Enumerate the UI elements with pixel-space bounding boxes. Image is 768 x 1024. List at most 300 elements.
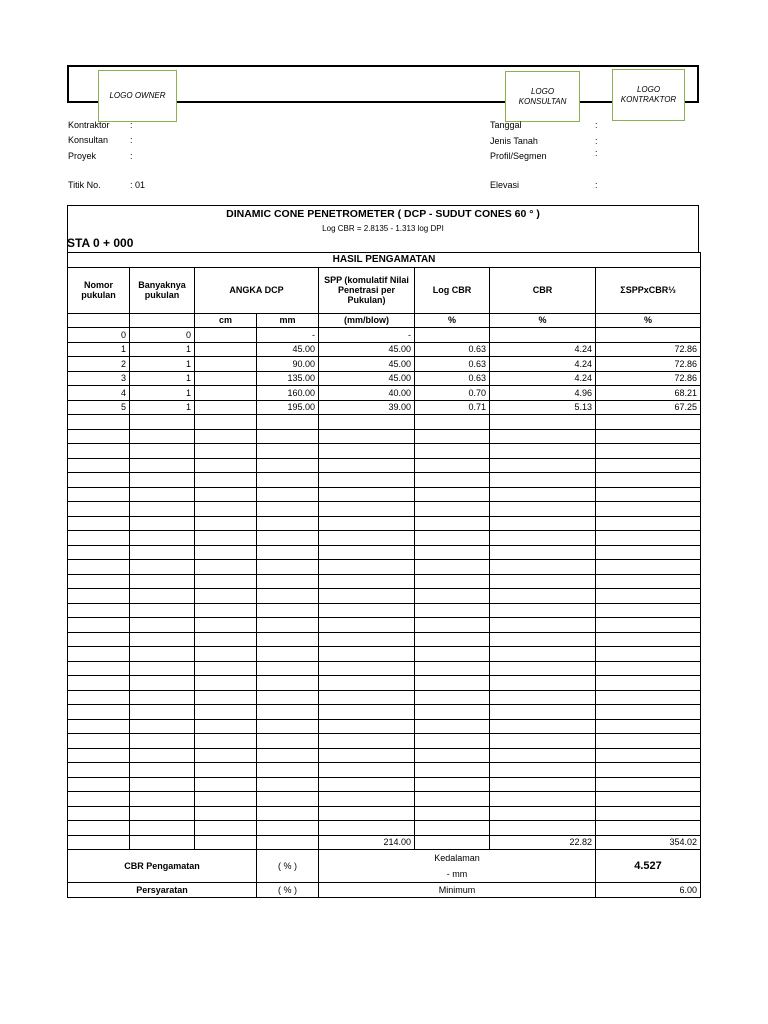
logo-kontraktor bbox=[612, 69, 685, 121]
table-cell bbox=[195, 516, 257, 531]
cbr-value: 4.527 bbox=[596, 850, 701, 883]
table-cell bbox=[596, 429, 701, 444]
table-cell bbox=[195, 835, 257, 850]
table-cell bbox=[415, 821, 490, 836]
table-cell bbox=[415, 574, 490, 589]
table-cell bbox=[68, 835, 130, 850]
table-row-empty bbox=[68, 574, 701, 589]
table-cell bbox=[257, 719, 319, 734]
table-cell: 0.63 bbox=[415, 342, 490, 357]
total-sum: 354.02 bbox=[596, 835, 701, 850]
table-cell bbox=[257, 734, 319, 749]
table-cell bbox=[319, 516, 415, 531]
table-cell bbox=[490, 719, 596, 734]
table-cell bbox=[596, 748, 701, 763]
table-cell bbox=[319, 806, 415, 821]
table-cell bbox=[130, 632, 195, 647]
table-cell bbox=[257, 661, 319, 676]
table-row-empty bbox=[68, 792, 701, 807]
table-cell bbox=[415, 603, 490, 618]
table-cell bbox=[130, 560, 195, 575]
table-cell: - bbox=[257, 328, 319, 343]
table-cell bbox=[257, 821, 319, 836]
table-row-empty bbox=[68, 806, 701, 821]
table-cell bbox=[319, 647, 415, 662]
table-cell bbox=[195, 806, 257, 821]
minimum-label: Minimum bbox=[319, 883, 596, 898]
table-cell bbox=[596, 574, 701, 589]
table-cell bbox=[415, 661, 490, 676]
table-cell bbox=[195, 618, 257, 633]
unit-mm: mm bbox=[257, 313, 319, 328]
table-cell bbox=[257, 705, 319, 720]
table-cell bbox=[68, 806, 130, 821]
table-cell bbox=[195, 676, 257, 691]
table-cell: 39.00 bbox=[319, 400, 415, 415]
table-cell bbox=[319, 487, 415, 502]
table-cell bbox=[596, 328, 701, 343]
table-row-empty bbox=[68, 647, 701, 662]
table-cell bbox=[490, 690, 596, 705]
table-cell: 72.86 bbox=[596, 342, 701, 357]
table-cell bbox=[195, 545, 257, 560]
table-cell bbox=[415, 632, 490, 647]
table-cell bbox=[257, 690, 319, 705]
unit-cm: cm bbox=[195, 313, 257, 328]
table-cell bbox=[257, 763, 319, 778]
table-cell bbox=[130, 516, 195, 531]
table-cell bbox=[596, 647, 701, 662]
table-cell: 0.71 bbox=[415, 400, 490, 415]
table-cell bbox=[415, 444, 490, 459]
table-cell bbox=[319, 792, 415, 807]
table-cell: 40.00 bbox=[319, 386, 415, 401]
table-cell bbox=[415, 429, 490, 444]
table-cell bbox=[490, 618, 596, 633]
table-cell bbox=[68, 603, 130, 618]
table-cell bbox=[68, 821, 130, 836]
table-cell bbox=[319, 618, 415, 633]
table-row-empty bbox=[68, 661, 701, 676]
table-cell bbox=[68, 574, 130, 589]
table-cell bbox=[257, 444, 319, 459]
info-tanggal-value: : bbox=[595, 120, 598, 130]
table-cell bbox=[415, 328, 490, 343]
table-cell bbox=[257, 676, 319, 691]
syarat-label: Persyaratan bbox=[68, 883, 257, 898]
table-cell bbox=[257, 429, 319, 444]
header-logcbr: Log CBR bbox=[415, 267, 490, 313]
table-cell bbox=[490, 545, 596, 560]
table-cell bbox=[490, 473, 596, 488]
table-cell bbox=[195, 415, 257, 430]
table-cell bbox=[319, 705, 415, 720]
table-cell bbox=[596, 661, 701, 676]
table-cell bbox=[195, 531, 257, 546]
info-profil-label: Profil/Segmen bbox=[490, 151, 547, 161]
table-cell bbox=[68, 429, 130, 444]
table-cell: 1 bbox=[130, 386, 195, 401]
table-cell bbox=[68, 618, 130, 633]
table-cell bbox=[195, 386, 257, 401]
info-profil-value: : bbox=[595, 148, 598, 158]
table-cell bbox=[415, 516, 490, 531]
table-cell bbox=[319, 763, 415, 778]
header-spp: SPP (komulatif Nilai Penetrasi per Pukulan) bbox=[319, 267, 415, 313]
table-cell: 1 bbox=[130, 357, 195, 372]
header-banyak: Banyaknya pukulan bbox=[130, 267, 195, 313]
table-cell bbox=[596, 690, 701, 705]
table-cell bbox=[68, 705, 130, 720]
table-cell bbox=[319, 690, 415, 705]
totals-row bbox=[68, 835, 701, 850]
table-cell bbox=[490, 806, 596, 821]
table-cell bbox=[319, 502, 415, 517]
table-cell bbox=[130, 792, 195, 807]
table-cell bbox=[490, 734, 596, 749]
table-cell bbox=[490, 516, 596, 531]
table-cell bbox=[195, 705, 257, 720]
table-cell bbox=[68, 763, 130, 778]
info-jenis-tanah-label: Jenis Tanah bbox=[490, 136, 538, 146]
table-cell bbox=[257, 777, 319, 792]
table-cell bbox=[68, 792, 130, 807]
table-row bbox=[68, 357, 701, 372]
table-cell: 0.63 bbox=[415, 357, 490, 372]
table-cell bbox=[195, 719, 257, 734]
table-cell bbox=[596, 516, 701, 531]
table-cell bbox=[415, 792, 490, 807]
table-cell bbox=[596, 618, 701, 633]
table-row-empty bbox=[68, 473, 701, 488]
table-cell bbox=[195, 429, 257, 444]
table-cell bbox=[195, 734, 257, 749]
table-cell bbox=[68, 473, 130, 488]
table-cell bbox=[195, 690, 257, 705]
table-cell bbox=[130, 676, 195, 691]
table-cell bbox=[415, 458, 490, 473]
table-cell bbox=[490, 705, 596, 720]
table-cell bbox=[130, 835, 195, 850]
table-cell bbox=[195, 632, 257, 647]
table-cell bbox=[415, 748, 490, 763]
table-cell bbox=[319, 574, 415, 589]
table-cell: 5.13 bbox=[490, 400, 596, 415]
table-cell bbox=[130, 618, 195, 633]
info-jenis-tanah-value: : bbox=[595, 136, 598, 146]
info-tanggal-label: Tanggal bbox=[490, 120, 522, 130]
table-cell bbox=[596, 545, 701, 560]
table-cell bbox=[319, 589, 415, 604]
table-cell bbox=[257, 618, 319, 633]
unit-sum: % bbox=[596, 313, 701, 328]
kedalaman-cell bbox=[319, 850, 596, 883]
table-cell bbox=[195, 458, 257, 473]
table-cell bbox=[415, 734, 490, 749]
table-row-empty bbox=[68, 734, 701, 749]
table-cell bbox=[596, 719, 701, 734]
table-row-empty bbox=[68, 545, 701, 560]
table-cell bbox=[415, 502, 490, 517]
table-cell bbox=[490, 502, 596, 517]
table-row-empty bbox=[68, 589, 701, 604]
table-row-empty bbox=[68, 705, 701, 720]
table-cell bbox=[319, 473, 415, 488]
kedalaman-label: Kedalaman bbox=[434, 853, 480, 863]
kedalaman-value: - mm bbox=[446, 869, 468, 879]
table-cell bbox=[130, 574, 195, 589]
info-titik-label: Titik No. bbox=[68, 180, 101, 190]
table-cell bbox=[490, 676, 596, 691]
table-cell bbox=[319, 719, 415, 734]
table-cell bbox=[130, 487, 195, 502]
logo-konsultan bbox=[505, 71, 580, 122]
table-cell: 160.00 bbox=[257, 386, 319, 401]
table-cell bbox=[257, 502, 319, 517]
table-cell: 1 bbox=[130, 342, 195, 357]
table-cell: 195.00 bbox=[257, 400, 319, 415]
unit-spp: (mm/blow) bbox=[319, 313, 415, 328]
table-cell bbox=[257, 632, 319, 647]
table-cell bbox=[319, 748, 415, 763]
table-cell bbox=[596, 632, 701, 647]
table-row-empty bbox=[68, 603, 701, 618]
table-cell bbox=[490, 589, 596, 604]
table-cell bbox=[68, 632, 130, 647]
table-cell bbox=[68, 748, 130, 763]
table-cell bbox=[415, 777, 490, 792]
table-row-empty bbox=[68, 690, 701, 705]
table-cell bbox=[257, 835, 319, 850]
unit-empty bbox=[68, 313, 130, 328]
table-cell bbox=[490, 647, 596, 662]
table-cell bbox=[319, 429, 415, 444]
table-cell bbox=[130, 777, 195, 792]
dcp-table bbox=[67, 252, 701, 898]
table-row-empty bbox=[68, 429, 701, 444]
cbr-row bbox=[68, 850, 701, 883]
info-proyek-label: Proyek bbox=[68, 151, 97, 161]
unit-empty bbox=[130, 313, 195, 328]
table-cell bbox=[596, 487, 701, 502]
total-spp: 214.00 bbox=[319, 835, 415, 850]
table-cell bbox=[319, 560, 415, 575]
table-cell bbox=[319, 603, 415, 618]
table-cell bbox=[319, 676, 415, 691]
table-cell bbox=[195, 821, 257, 836]
table-cell bbox=[415, 690, 490, 705]
table-cell bbox=[195, 647, 257, 662]
table-cell: 45.00 bbox=[319, 357, 415, 372]
table-cell bbox=[596, 603, 701, 618]
table-cell bbox=[257, 748, 319, 763]
table-cell bbox=[490, 632, 596, 647]
table-cell: 1 bbox=[68, 342, 130, 357]
table-cell bbox=[257, 574, 319, 589]
table-cell bbox=[257, 487, 319, 502]
table-cell bbox=[130, 647, 195, 662]
table-cell bbox=[257, 415, 319, 430]
table-cell: 72.86 bbox=[596, 357, 701, 372]
cbr-label: CBR Pengamatan bbox=[68, 850, 257, 883]
table-cell bbox=[195, 603, 257, 618]
table-cell bbox=[596, 821, 701, 836]
table-row-empty bbox=[68, 777, 701, 792]
table-row bbox=[68, 400, 701, 415]
table-cell bbox=[130, 444, 195, 459]
table-row-empty bbox=[68, 719, 701, 734]
table-cell bbox=[68, 560, 130, 575]
table-cell: - bbox=[319, 328, 415, 343]
info-titik-value: : 01 bbox=[130, 180, 146, 190]
table-cell bbox=[257, 603, 319, 618]
table-row bbox=[68, 342, 701, 357]
table-cell bbox=[490, 560, 596, 575]
syarat-row bbox=[68, 883, 701, 898]
table-cell bbox=[68, 647, 130, 662]
unit-cbr: % bbox=[490, 313, 596, 328]
table-cell bbox=[130, 806, 195, 821]
table-cell bbox=[195, 748, 257, 763]
table-row-empty bbox=[68, 516, 701, 531]
table-cell bbox=[195, 444, 257, 459]
table-cell: 0 bbox=[130, 328, 195, 343]
syarat-unit: ( % ) bbox=[257, 883, 319, 898]
table-cell bbox=[68, 487, 130, 502]
table-cell: 4.96 bbox=[490, 386, 596, 401]
table-cell: 2 bbox=[68, 357, 130, 372]
table-cell bbox=[68, 516, 130, 531]
table-cell bbox=[415, 560, 490, 575]
table-cell: 4.24 bbox=[490, 342, 596, 357]
table-cell bbox=[68, 734, 130, 749]
table-row-empty bbox=[68, 502, 701, 517]
table-cell: 90.00 bbox=[257, 357, 319, 372]
table-cell bbox=[68, 458, 130, 473]
table-cell bbox=[130, 531, 195, 546]
table-cell bbox=[130, 603, 195, 618]
table-cell bbox=[257, 589, 319, 604]
table-cell bbox=[257, 806, 319, 821]
table-cell bbox=[596, 676, 701, 691]
table-cell bbox=[490, 792, 596, 807]
table-row-empty bbox=[68, 415, 701, 430]
table-cell: 45.00 bbox=[319, 342, 415, 357]
table-row-empty bbox=[68, 632, 701, 647]
header-angka: ANGKA DCP bbox=[195, 267, 319, 313]
table-cell bbox=[415, 806, 490, 821]
table-cell: 72.86 bbox=[596, 371, 701, 386]
table-cell bbox=[596, 806, 701, 821]
table-cell bbox=[195, 473, 257, 488]
table-cell bbox=[490, 777, 596, 792]
table-cell bbox=[68, 531, 130, 546]
table-cell: 0 bbox=[68, 328, 130, 343]
table-cell bbox=[596, 734, 701, 749]
table-cell bbox=[415, 705, 490, 720]
formula-text: Log CBR = 2.8135 - 1.313 log DPI bbox=[322, 224, 444, 233]
table-cell bbox=[195, 661, 257, 676]
table-cell bbox=[195, 560, 257, 575]
table-cell bbox=[596, 560, 701, 575]
table-cell bbox=[415, 415, 490, 430]
table-cell bbox=[130, 821, 195, 836]
table-cell bbox=[195, 792, 257, 807]
table-cell: 67.25 bbox=[596, 400, 701, 415]
unit-logcbr: % bbox=[415, 313, 490, 328]
table-cell: 4.24 bbox=[490, 357, 596, 372]
table-cell bbox=[490, 328, 596, 343]
table-cell: 45.00 bbox=[319, 371, 415, 386]
table-cell bbox=[195, 400, 257, 415]
table-row bbox=[68, 371, 701, 386]
table-cell bbox=[130, 661, 195, 676]
table-cell bbox=[596, 792, 701, 807]
table-row-empty bbox=[68, 676, 701, 691]
table-cell bbox=[596, 589, 701, 604]
table-cell bbox=[490, 821, 596, 836]
table-cell bbox=[319, 661, 415, 676]
station-label: STA 0 + 000 bbox=[67, 236, 134, 250]
logo-owner bbox=[98, 70, 177, 122]
table-cell bbox=[319, 531, 415, 546]
table-cell bbox=[596, 415, 701, 430]
info-kontraktor-label: Kontraktor bbox=[68, 120, 110, 130]
table-cell bbox=[195, 574, 257, 589]
table-cell bbox=[130, 763, 195, 778]
table-cell bbox=[319, 777, 415, 792]
table-cell bbox=[130, 705, 195, 720]
table-cell bbox=[195, 371, 257, 386]
table-cell bbox=[195, 357, 257, 372]
table-cell bbox=[490, 748, 596, 763]
table-cell bbox=[130, 458, 195, 473]
table-cell bbox=[490, 458, 596, 473]
table-row-empty bbox=[68, 487, 701, 502]
table-cell bbox=[130, 502, 195, 517]
table-cell bbox=[319, 415, 415, 430]
total-cbr: 22.82 bbox=[490, 835, 596, 850]
header-cbr: CBR bbox=[490, 267, 596, 313]
table-cell bbox=[257, 560, 319, 575]
info-konsultan-value: : bbox=[130, 135, 133, 145]
logo-kontraktor-text: LOGO KONTRAKTOR bbox=[620, 85, 677, 104]
table-cell bbox=[415, 618, 490, 633]
table-cell bbox=[130, 589, 195, 604]
table-row bbox=[68, 386, 701, 401]
info-elevasi-label: Elevasi bbox=[490, 180, 520, 190]
table-cell bbox=[415, 676, 490, 691]
table-cell bbox=[68, 545, 130, 560]
table-cell bbox=[68, 719, 130, 734]
table-cell bbox=[68, 589, 130, 604]
table-cell: 68.21 bbox=[596, 386, 701, 401]
table-cell: 4 bbox=[68, 386, 130, 401]
table-cell bbox=[130, 734, 195, 749]
table-cell: 135.00 bbox=[257, 371, 319, 386]
table-cell bbox=[257, 473, 319, 488]
table-cell bbox=[130, 719, 195, 734]
table-cell bbox=[257, 545, 319, 560]
table-cell bbox=[596, 531, 701, 546]
table-cell bbox=[490, 531, 596, 546]
table-cell bbox=[319, 821, 415, 836]
table-cell bbox=[596, 458, 701, 473]
table-cell bbox=[68, 415, 130, 430]
table-cell bbox=[68, 444, 130, 459]
table-cell: 3 bbox=[68, 371, 130, 386]
header-sum: ΣSPPxCBR⅓ bbox=[596, 267, 701, 313]
